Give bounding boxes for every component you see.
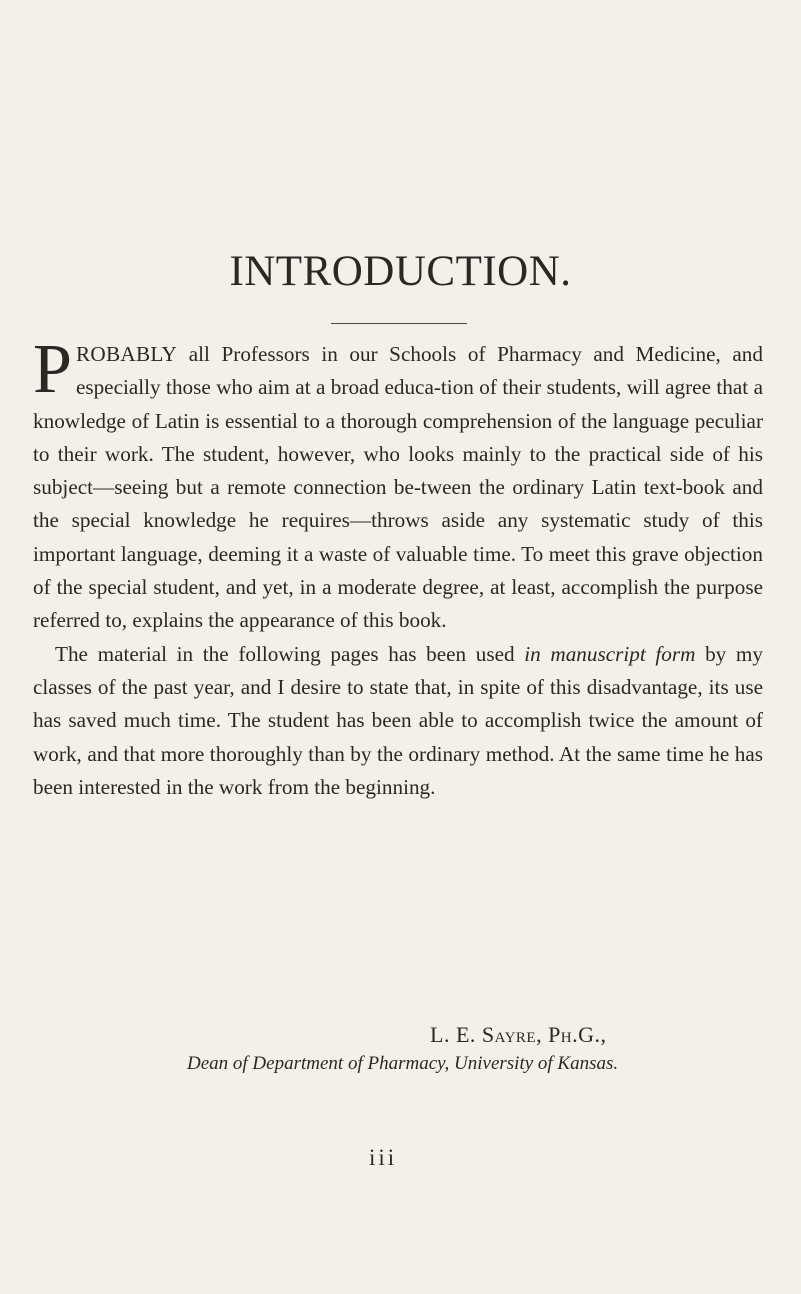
paragraph-1-text: all Professors in our Schools of Pharmacy and Medicine, and especially those who aim at a broad educa-tion of their students, will agree that a knowledge of Latin is essential to a thorough comprehension of the language peculiar to their work. The student, however, who looks mainly to the practical side of his subject—seeing but a remote connection be-tween the ordinary Latin text-book and the special knowledge he requires—throws aside any systematic study of this important language, deeming it a waste of valuable time. To meet this grave objection of the special student, and yet, in a moderate degree, at least, accomplish the purpose referred to, explains the appearance of this book. — [33, 342, 763, 633]
page-number: iii — [369, 1145, 398, 1170]
paragraph-2-text-before: The material in the following pages has been used — [55, 641, 525, 666]
author-affiliation: Dean of Department of Pharmacy, University of Kansas. — [187, 1053, 619, 1074]
introduction-body — [33, 331, 763, 804]
paragraph-2 — [33, 638, 763, 804]
drop-cap: P — [33, 331, 72, 408]
page-title: INTRODUCTION. — [229, 248, 572, 295]
paragraph-1 — [33, 331, 763, 638]
author-name: L. E. Sayre, Ph.G., — [430, 1022, 607, 1047]
paragraph-2-text-after: by my classes of the past year, and I desire to state that, in spite of this disadvantage, its use has saved much time. The student has been able to accomplish twice the amount of work, and that more thoroughly than by the ordinary method. At the same time he has been interested in the work from the beginning. — [33, 641, 763, 799]
lead-word: ROBABLY — [75, 342, 178, 366]
paragraph-2-italic: in manuscript form — [524, 641, 696, 666]
author-signature — [430, 1022, 607, 1048]
title-rule — [331, 323, 467, 324]
